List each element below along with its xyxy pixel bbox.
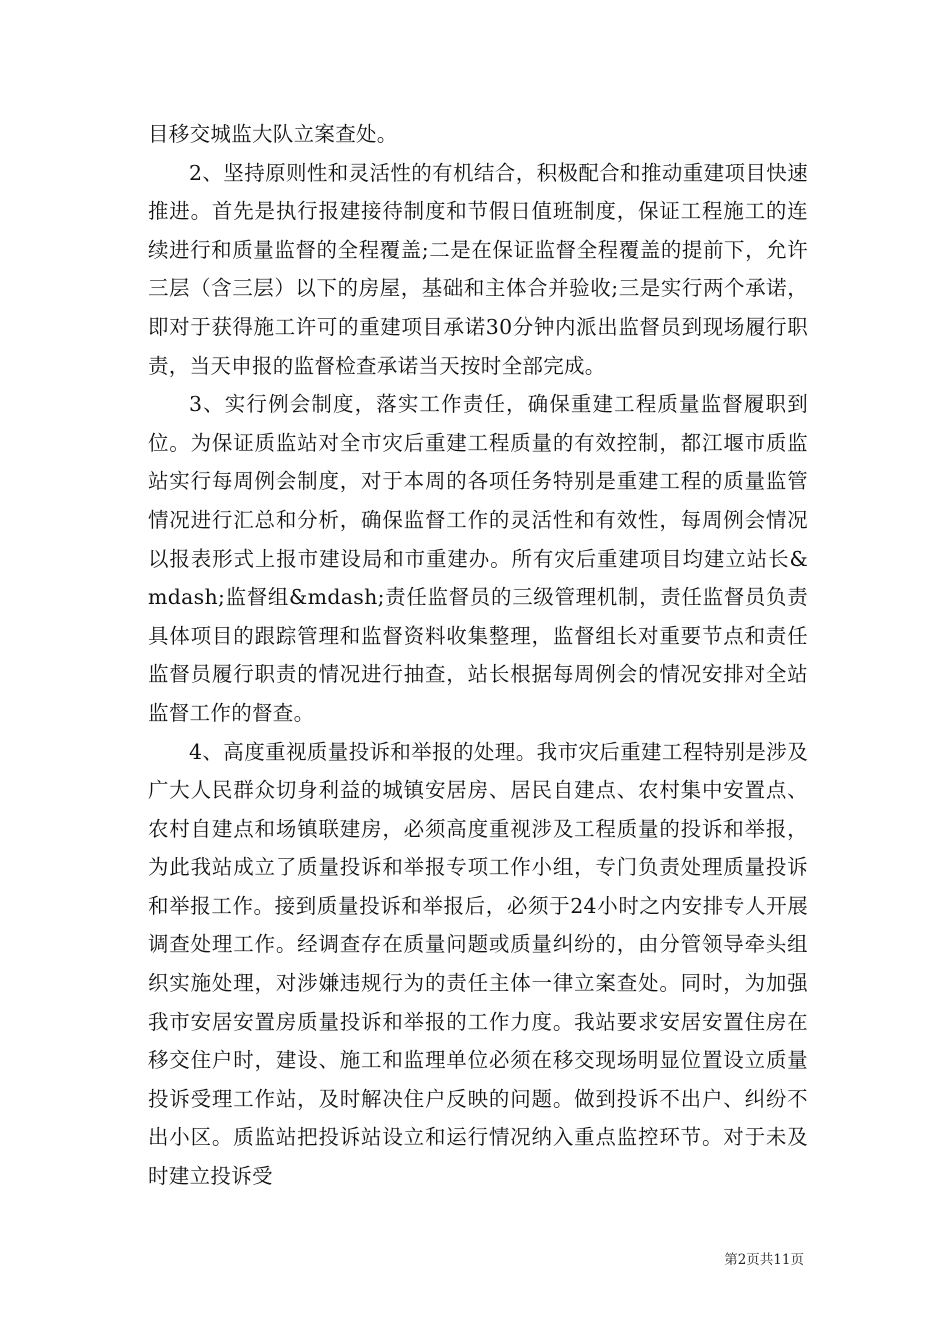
page-number-footer: 第2页共11页 <box>724 1252 804 1268</box>
paragraph-item-4: 4、高度重视质量投诉和举报的处理。我市灾后重建工程特别是涉及广大人民群众切身利益的城镇安居房、居民自建点、农村集中安置点、农村自建点和场镇联建房，必须高度重视涉及工程质量的投诉和举报，为此我站成立了质量投诉和举报专项工作小组，专门负责处理质量投诉和举报工作。接到质量投诉和举报后，必须于24小时之内安排专人开展调查处理工作。经调查存在质量问题或质量纠纷的，由分管领导牵头组织实施处理，对涉嫌违规行为的责任主体一律立案查处。同时，为加强我市安居安置房质量投诉和举报的工作力度。我站要求安居安置住房在移交住户时，建设、施工和监理单位必须在移交现场明显位置设立质量投诉受理工作站，及时解决住户反映的问题。做到投诉不出户、纠纷不出小区。质监站把投诉站设立和运行情况纳入重点监控环节。对于未及时建立投诉受 <box>148 739 808 1189</box>
paragraph-item-2: 2、坚持原则性和灵活性的有机结合，积极配合和推动重建项目快速推进。首先是执行报建接待制度和节假日值班制度，保证工程施工的连续进行和质量监督的全程覆盖;二是在保证监督全程覆盖的提前下，允许三层（含三层）以下的房屋，基础和主体合并验收;三是实行两个承诺，即对于获得施工许可的重建项目承诺30分钟内派出监督员到现场履行职责，当天申报的监督检查承诺当天按时全部完成。 <box>148 160 808 378</box>
document-body <box>148 115 808 1196</box>
paragraph-continuation: 目移交城监大队立案查处。 <box>148 122 398 146</box>
paragraph-item-3: 3、实行例会制度，落实工作责任，确保重建工程质量监督履职到位。为保证质监站对全市灾后重建工程质量的有效控制，都江堰市质监站实行每周例会制度，对于本周的各项任务特别是重建工程的质量监管情况进行汇总和分析，确保监督工作的灵活性和有效性，每周例会情况以报表形式上报市建设局和市重建办。所有灾后重建项目均建立站长&mdash;监督组&mdash;责任监督员的三级管理机制，责任监督员负责具体项目的跟踪管理和监督资料收集整理，监督组长对重要节点和责任监督员履行职责的情况进行抽查，站长根据每周例会的情况安排对全站监督工作的督查。 <box>148 392 808 725</box>
